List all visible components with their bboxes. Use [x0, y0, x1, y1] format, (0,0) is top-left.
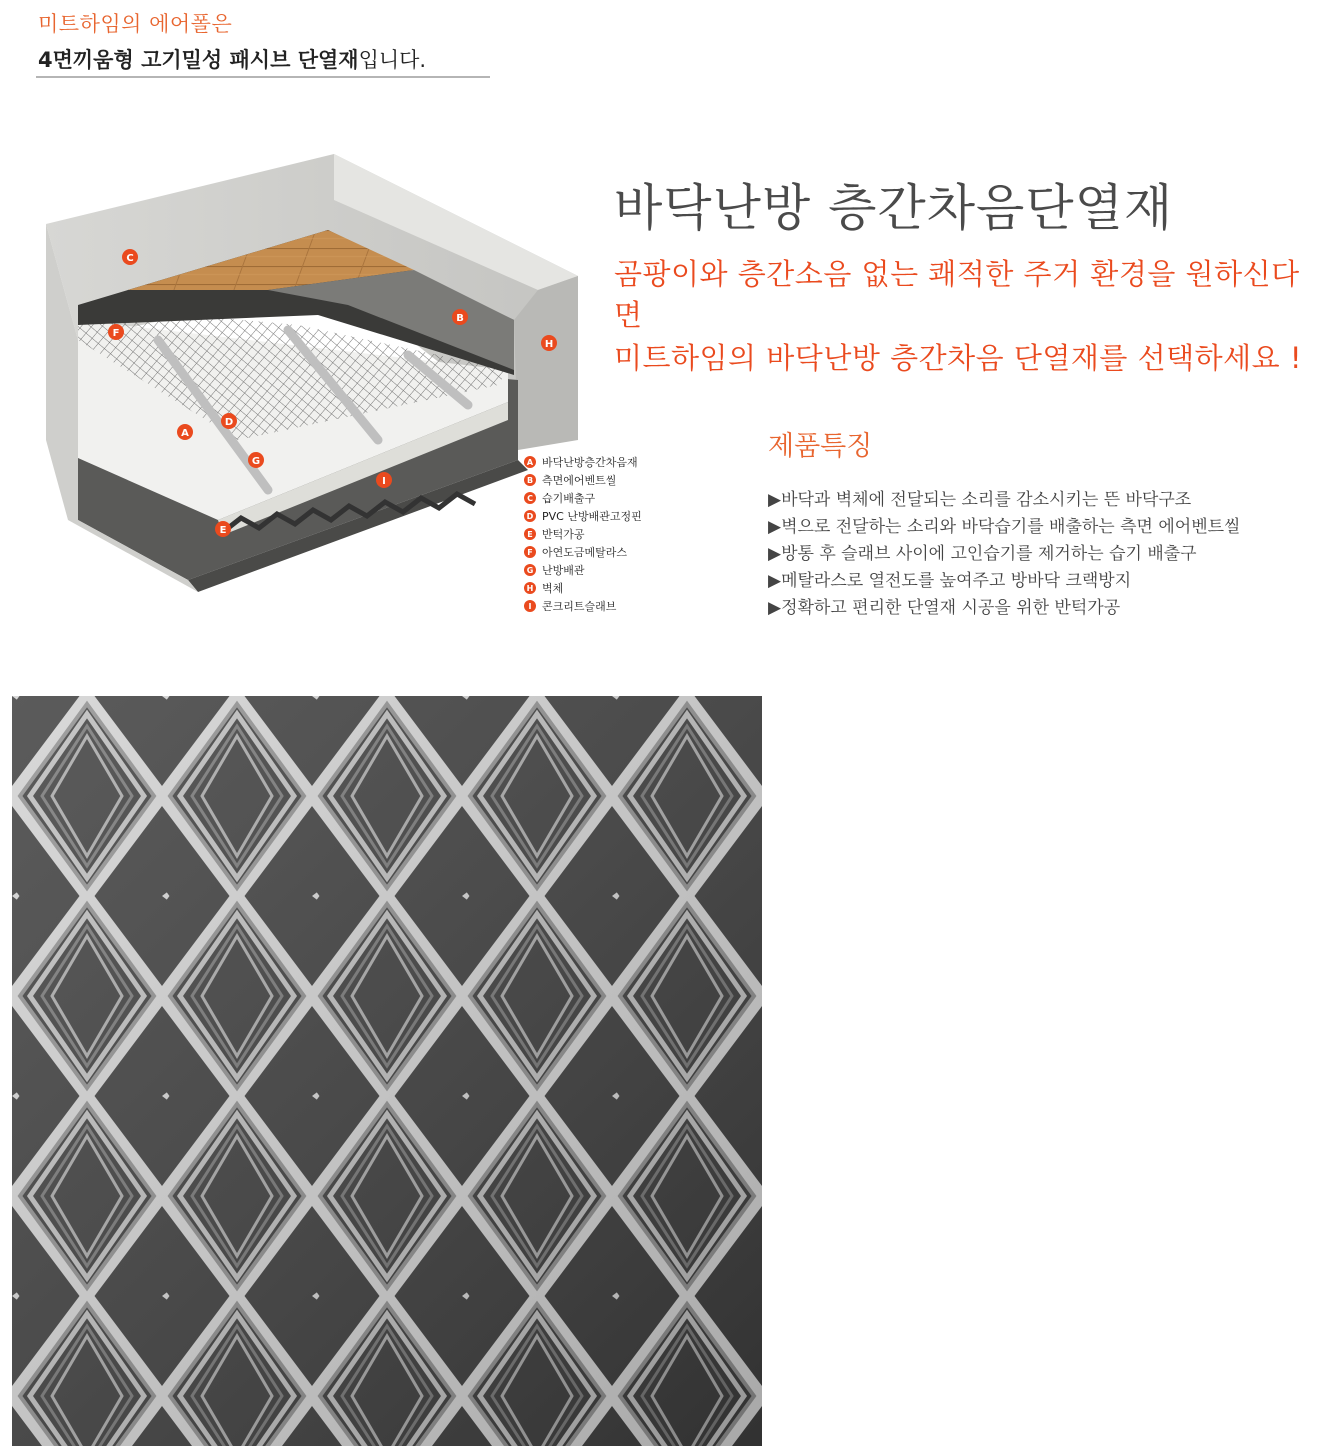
marker-d [221, 413, 237, 429]
marker-h-label: H [544, 339, 554, 350]
legend-label-e: 반턱가공 [542, 528, 585, 541]
legend-label-f: 아연도금메탈라스 [542, 546, 628, 559]
marker-f [108, 324, 124, 340]
marker-b [452, 309, 468, 325]
legend-badge-f: F [524, 546, 536, 558]
marker-f-label: F [112, 328, 120, 339]
legend-badge-e: E [524, 528, 536, 540]
marker-c-label: C [126, 253, 134, 264]
intro-line2-rest: 입니다. [358, 48, 427, 72]
floor-cutaway-diagram [18, 140, 608, 640]
marker-d-label: D [224, 417, 234, 428]
legend-label-a: 바닥난방층간차음재 [542, 456, 638, 469]
legend-item-i [524, 597, 642, 615]
legend-badge-i: I [524, 600, 536, 612]
feature-item: ▶방통 후 슬래브 사이에 고인습기를 제거하는 습기 배출구 [768, 544, 1197, 564]
product-title: 바닥난방 층간차음단열재 [614, 179, 1174, 237]
intro-line1: 미트하임의 에어폴은 [38, 12, 233, 36]
marker-b-label: B [456, 313, 464, 324]
marker-a-label: A [181, 428, 189, 439]
marker-h [541, 335, 557, 351]
intro-heading [38, 8, 426, 74]
marker-e [215, 521, 231, 537]
product-title-block [614, 168, 1320, 377]
legend-badge-h: H [524, 582, 536, 594]
marker-i-label: I [382, 476, 386, 487]
legend-item-b [524, 471, 642, 489]
marker-g-label: G [251, 456, 261, 467]
legend-badge-d: D [524, 510, 536, 522]
legend-label-b: 측면에어벤트씰 [542, 474, 617, 487]
marker-g [248, 452, 264, 468]
legend-item-a [524, 453, 642, 471]
product-features [768, 424, 1240, 622]
marker-i [376, 472, 392, 488]
legend-badge-a: A [524, 456, 536, 468]
legend-item-c [524, 489, 642, 507]
product-tagline-1: 곰팡이와 층간소음 없는 쾌적한 주거 환경을 원하신다면 [614, 257, 1300, 332]
metal-lath-photo [12, 696, 762, 1446]
intro-divider [36, 76, 490, 78]
marker-c [122, 249, 138, 265]
feature-item: ▶벽으로 전달하는 소리와 바닥습기를 배출하는 측면 에어벤트씰 [768, 517, 1241, 537]
intro-line2-bold: 4면끼움형 고기밀성 패시브 단열재 [38, 48, 359, 72]
legend-label-c: 습기배출구 [542, 492, 596, 505]
feature-item: ▶메탈라스로 열전도를 높여주고 방바닥 크랙방지 [768, 571, 1132, 591]
intro-line2 [38, 44, 426, 74]
features-heading: 제품특징 [768, 431, 873, 462]
feature-item: ▶바닥과 벽체에 전달되는 소리를 감소시키는 뜬 바닥구조 [768, 490, 1192, 510]
feature-item: ▶정확하고 편리한 단열재 시공을 위한 반턱가공 [768, 598, 1121, 618]
legend-item-d [524, 507, 642, 525]
legend-badge-g: G [524, 564, 536, 576]
legend-badge-c: C [524, 492, 536, 504]
legend-item-e [524, 525, 642, 543]
legend-item-h [524, 579, 642, 597]
legend-label-d: PVC 난방배관고정핀 [542, 510, 642, 523]
diagram-legend [524, 453, 642, 615]
marker-e-label: E [219, 525, 227, 536]
legend-label-h: 벽체 [542, 582, 564, 595]
legend-item-g [524, 561, 642, 579]
legend-label-i: 콘크리트슬래브 [542, 600, 617, 613]
product-tagline-2: 미트하임의 바닥난방 층간차음 단열재를 선택하세요 ! [614, 341, 1303, 375]
legend-badge-b: B [524, 474, 536, 486]
marker-a [177, 424, 193, 440]
legend-label-g: 난방배관 [542, 564, 585, 577]
legend-item-f [524, 543, 642, 561]
